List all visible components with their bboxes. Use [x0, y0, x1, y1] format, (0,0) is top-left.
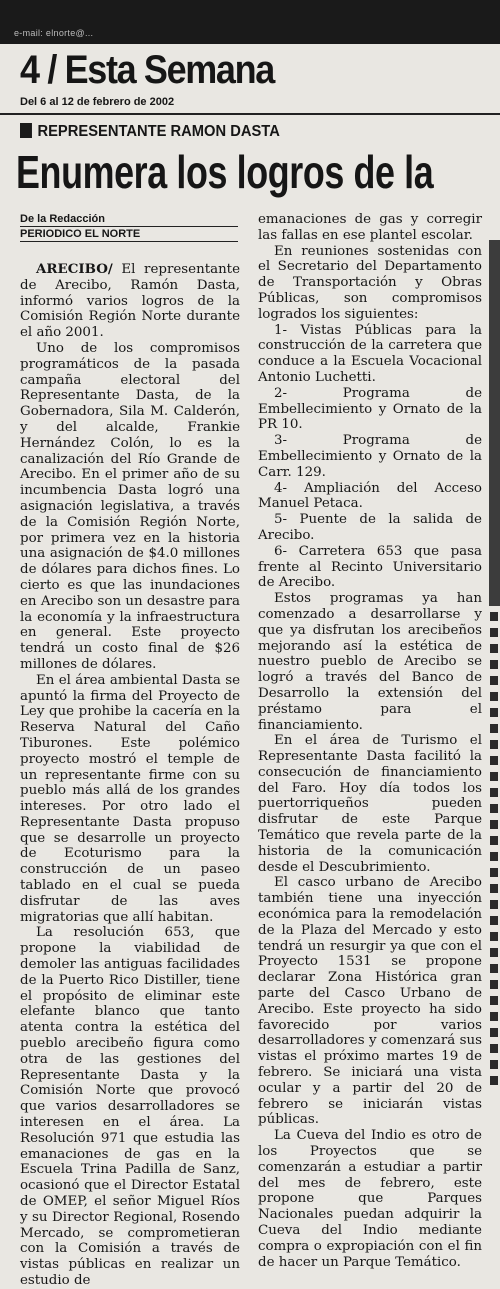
list-item: 6- Carretera 653 que pasa frente al Recinto Universitario de Arecibo. — [258, 543, 482, 591]
email-line: e-mail: elnorte@... — [14, 28, 94, 38]
kicker — [20, 122, 280, 142]
headline: Enumera los logros de la — [16, 146, 434, 198]
paragraph: En el área de Turismo el Representante Dasta facilitó la consecución de financiamiento del Faro. Hoy día todos los puertorriqueños pueden disfrutar de este Parque Temático que revela parte de la historia de la comunicación desde el Descubrimiento. — [258, 733, 482, 875]
cropped-text-fragment — [490, 852, 498, 861]
cropped-text-fragment — [490, 900, 498, 909]
byline-source: De la Redacción — [20, 212, 238, 227]
cropped-text-fragment — [490, 820, 498, 829]
article-column-2 — [258, 212, 482, 1270]
cropped-text-fragment — [490, 756, 498, 765]
cropped-text-fragment — [490, 964, 498, 973]
cropped-text-fragment — [490, 932, 498, 941]
cropped-text-fragment — [490, 1076, 498, 1085]
byline — [20, 212, 238, 242]
paragraph: Uno de los compromisos programáticos de la pasada campaña electoral del Representante Dasta, de la Gobernadora, Sila M. Calderón, y del alcalde, Frankie Hernández Colón, lo es la canalización del Río Grande de Arecibo. En el primer año de su incumbencia Dasta logró una asignación legislativa, a través de la Comisión Región Norte, por primera vez en la historia una asignación de $4.0 millones de dólares para dichos fines. Lo cierto es que las inundaciones en Arecibo son un desastre para la economía y la infraestructura en general. Este proyecto tendrá un costo final de $26 millones de dólares. — [20, 340, 240, 672]
cropped-text-fragment — [490, 740, 498, 749]
paragraph: En el área ambiental Dasta se apuntó la firma del Proyecto de Ley que prohibe la cacería en la Reserva Natural del Caño Tiburones. Este polémico proyecto mostró el temple de un representante firme con su pueblo más allá de los grandes intereses. Por otro lado el Representante Dasta propuso que se desarrolle un proyecto de Ecoturismo para la construcción de un paseo tablado en el cual se pueda disfrutar de las aves migratorias que allí habitan. — [20, 672, 240, 925]
issue-dates: Del 6 al 12 de febrero de 2002 — [20, 96, 175, 108]
kicker-text: REPRESENTANTE RAMON DASTA — [37, 123, 280, 140]
paragraph: Estos programas ya han comenzado a desarrollarse y que ya disfrutan los arecibeños mejorando así la estética de nuestro pueblo de Arecibo se logró a través del Banco de Desarrollo la extensión del préstamo para el financiamiento. — [258, 591, 482, 733]
list-item: 2- Programa de Embellecimiento y Ornato de la PR 10. — [258, 385, 482, 433]
cropped-text-fragment — [490, 980, 498, 989]
top-banner — [0, 0, 500, 44]
paragraph: El casco urbano de Arecibo también tiene una inyección económica para la remodelación de la Plaza del Mercado y esto tendrá un resurgir ya que con el Proyecto 1531 se propone declarar Zona Histórica gran parte del Casco Urbano de Arecibo. Este proyecto ha sido favorecido por varios desarrolladores y comenzará sus vistas el próximo martes 19 de febrero. Se iniciará una vista ocular y a partir del 20 de febrero se iniciarán vistas públicas. — [258, 875, 482, 1128]
list-item: 4- Ampliación del Acceso Manuel Petaca. — [258, 480, 482, 512]
paragraph: La Cueva del Indio es otro de los Proyectos que se comenzarán a estudiar a partir del mes de febrero, este propone que Parques Nacionales puedan adquirir la Cueva del Indio mediante compra o expropiación con el fin de hacer un Parque Temático. — [258, 1128, 482, 1270]
header-rule — [0, 113, 500, 115]
cropped-text-fragment — [490, 612, 498, 621]
section-title: 4 / Esta Semana — [20, 48, 274, 92]
cropped-text-fragment — [490, 1012, 498, 1021]
cropped-text-fragment — [490, 692, 498, 701]
paragraph: La resolución 653, que propone la viabilidad de demoler las antiguas facilidades de la Puerto Rico Distiller, tiene el propósito de eliminar este elefante blanco que tanto atenta contra la estética del pueblo arecibeño figura como otra de las gestiones del Representante Dasta y la Comisión Norte que provocó que varios desarrolladores se interesen en el área. La Resolución 971 que estudia las emanaciones de gas en la Escuela Trina Padilla de Sanz, ocasionó que el Director Estatal de OMEP, el señor Miguel Ríos y su Director Regional, Rosendo Mercado, se comprometieran con la Comisión a través de vistas públicas en realizar un estudio de — [20, 925, 240, 1288]
cropped-text-fragment — [490, 836, 498, 845]
cropped-text-fragment — [490, 1028, 498, 1037]
cropped-text-fragment — [490, 884, 498, 893]
cropped-text-fragment — [490, 916, 498, 925]
byline-paper: PERIODICO EL NORTE — [20, 227, 238, 242]
cropped-text-fragment — [490, 804, 498, 813]
cropped-text-fragment — [490, 1060, 498, 1069]
list-item: 3- Programa de Embellecimiento y Ornato de la Carr. 129. — [258, 433, 482, 480]
cropped-text-fragment — [490, 724, 498, 733]
list-item: 5- Puente de la salida de Arecibo. — [258, 512, 482, 543]
cropped-text-fragment — [490, 868, 498, 877]
cropped-text-fragment — [490, 708, 498, 717]
adjacent-column-edge — [490, 612, 500, 1172]
dateline: ARECIBO/ — [36, 261, 113, 277]
cropped-text-fragment — [490, 788, 498, 797]
cropped-text-fragment — [490, 996, 498, 1005]
cropped-text-fragment — [490, 772, 498, 781]
paragraph: En reuniones sostenidas con el Secretario del Departamento de Transportación y Obras Públicas, son compromisos logrados los siguientes: — [258, 243, 482, 322]
cropped-text-fragment — [490, 660, 498, 669]
cropped-text-fragment — [490, 948, 498, 957]
paragraph: ARECIBO/ El representante de Arecibo, Ramón Dasta, informó varios logros de la Comisión Región Norte durante el año 2001. — [20, 261, 240, 341]
photo-edge — [489, 240, 500, 606]
kicker-box-icon — [20, 123, 32, 138]
paragraph: emanaciones de gas y corregir las fallas en ese plantel escolar. — [258, 212, 482, 243]
cropped-text-fragment — [490, 1044, 498, 1053]
cropped-text-fragment — [490, 644, 498, 653]
cropped-text-fragment — [490, 628, 498, 637]
list-item: 1- Vistas Públicas para la construcción de la carretera que conduce a la Escuela Vocacional Antonio Luchetti. — [258, 322, 482, 385]
article-column-1 — [20, 262, 240, 1289]
cropped-text-fragment — [490, 676, 498, 685]
